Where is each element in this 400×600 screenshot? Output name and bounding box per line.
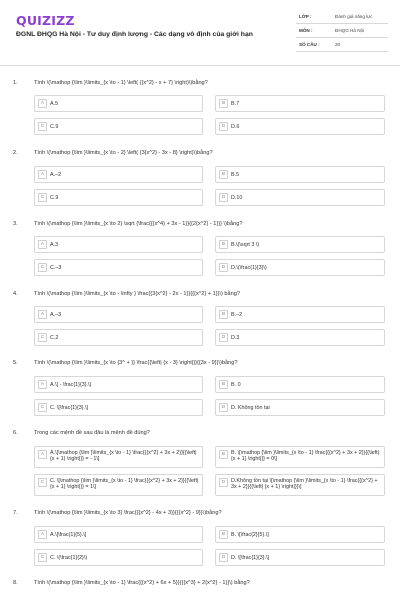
option-text: D.3: [231, 334, 240, 341]
option-letter: C: [38, 263, 47, 272]
question-number: 4.: [13, 291, 18, 297]
option-c[interactable]: [34, 399, 203, 416]
meta-row-class: [296, 10, 388, 24]
option-a[interactable]: [34, 166, 203, 183]
option-text: C. \[\mathop {\lim }\limits_{x \to - 1} \frac{{{x^2} + 3x + 2}}{{\left| {x + 1} \right|}} = 1\]: [50, 477, 199, 491]
option-text: A.\[\mathop {\lim }\limits_{x \to - 1} \frac{{{x^2} + 3x + 2}}{{\left| {x + 1} \right|}} = - 1\]: [50, 449, 197, 463]
option-letter: A: [38, 530, 47, 539]
option-a[interactable]: [34, 446, 203, 468]
option-a[interactable]: [34, 526, 203, 543]
option-b[interactable]: [215, 376, 385, 393]
option-text: D.6: [231, 123, 240, 130]
option-b[interactable]: [215, 166, 385, 183]
option-text: B.–2: [231, 311, 243, 318]
option-text: B.5: [231, 171, 240, 178]
question-text: Tính \(\mathop {\lim }\limits_{x \to {3^ + }} \frac{{\left| {x - 3} \right|}}{{3x - 9}}\)bằng?: [34, 360, 238, 366]
option-text: D. \[\frac{1}{3}.\]: [231, 554, 270, 561]
option-b[interactable]: [215, 306, 385, 323]
option-text: B.7: [231, 100, 240, 107]
option-letter: B: [219, 99, 228, 108]
option-letter: A: [38, 240, 47, 249]
option-letter: C: [38, 478, 47, 487]
option-text: D. Không tồn tại: [231, 404, 270, 411]
option-text: C.9: [50, 194, 59, 201]
question-text: Trong các mệnh đề sau đâu là mệnh đề đúng?: [34, 430, 150, 436]
option-letter: C: [38, 193, 47, 202]
option-c[interactable]: [34, 189, 203, 206]
option-d[interactable]: [215, 549, 385, 566]
option-text: D.Không tồn tại \[\mathop {\lim }\limits_{x \to - 1} \frac{{{x^2} + 3x + 2}}{{\left| {x + 1} \right|}}\]: [231, 477, 378, 491]
question-number: 3.: [13, 221, 18, 227]
option-letter: A: [38, 170, 47, 179]
option-b[interactable]: [215, 526, 385, 543]
option-b[interactable]: [215, 95, 385, 112]
option-d[interactable]: [215, 259, 385, 276]
option-d[interactable]: [215, 329, 385, 346]
question-number: 1.: [13, 80, 18, 86]
meta-value: ĐHQG Hà Nội: [335, 28, 365, 33]
option-text: B. \[\mathop {\lim }\limits_{x \to - 1} \frac{{{x^2} + 3x + 2}}{{\left| {x + 1} \right|}} = 0\]: [231, 449, 380, 463]
option-letter: B: [219, 450, 228, 459]
option-letter: D: [219, 478, 228, 487]
option-letter: D: [219, 333, 228, 342]
meta-value: 20: [335, 42, 341, 47]
option-b[interactable]: [215, 236, 385, 253]
meta-row-subject: [296, 24, 388, 38]
option-text: D.\(\frac{1}{3}\): [231, 264, 267, 271]
header-divider: [0, 65, 400, 66]
option-letter: D: [219, 403, 228, 412]
option-a[interactable]: [34, 306, 203, 323]
option-text: C.–3: [50, 264, 62, 271]
option-d[interactable]: [215, 474, 385, 496]
option-letter: B: [219, 170, 228, 179]
meta-value: Đánh giá năng lực: [335, 14, 373, 19]
worksheet-title: ĐGNL ĐHQG Hà Nội - Tư duy định lượng - Các dạng vô định của giới hạn: [16, 31, 253, 38]
option-text: A.\[\frac{1}{5}.\]: [50, 531, 87, 538]
option-letter: A: [38, 99, 47, 108]
option-c[interactable]: [34, 329, 203, 346]
option-a[interactable]: [34, 95, 203, 112]
option-text: A.\[ - \frac{1}{3}.\]: [50, 381, 92, 388]
question-number: 2.: [13, 150, 18, 156]
option-letter: C: [38, 122, 47, 131]
option-c[interactable]: [34, 118, 203, 135]
option-letter: B: [219, 310, 228, 319]
meta-row-count: [296, 38, 388, 52]
option-c[interactable]: [34, 549, 203, 566]
option-letter: C: [38, 553, 47, 562]
option-letter: B: [219, 240, 228, 249]
option-letter: A: [38, 450, 47, 459]
option-d[interactable]: [215, 118, 385, 135]
meta-key: SỐ CÂU :: [299, 42, 320, 47]
question-text: Tính \(\mathop {\lim }\limits_{x \to - 2} \left( {3{x^2} - 3x - 8} \right)\)bằng?: [34, 150, 213, 156]
option-text: A.–3: [50, 311, 62, 318]
option-letter: B: [219, 530, 228, 539]
option-letter: A: [38, 380, 47, 389]
quizizz-logo: QUIZIZZ: [16, 13, 75, 28]
question-text: Tính \(\mathop {\lim }\limits_{x \to 2} \sqrt {\frac{{{x^4} + 3x - 1}}{{2{x^2} - 1}}} \)bằng?: [34, 221, 243, 227]
option-text: C.2: [50, 334, 59, 341]
meta-key: LỚP :: [299, 14, 312, 19]
question-number: 6.: [13, 430, 18, 436]
option-text: B. \[\frac{2}{5}.\]: [231, 531, 269, 538]
question-number: 7.: [13, 510, 18, 516]
question-number: 8.: [13, 580, 18, 586]
option-c[interactable]: [34, 474, 203, 496]
question-text: Tính \(\mathop {\lim }\limits_{x \to - \infty } \frac{{3{x^2} - 2x - 1}}{{{x^2} + 1}}\) bằng?: [34, 291, 240, 297]
question-text: Tính \(\mathop {\lim }\limits_{x \to - 1} \left( {{x^2} - x + 7} \right)\)bằng?: [34, 80, 208, 86]
option-letter: D: [219, 193, 228, 202]
option-letter: B: [219, 380, 228, 389]
option-text: B.\(\sqrt 3 \): [231, 241, 260, 248]
question-text: Tính \(\mathop {\lim }\limits_{x \to 3} \frac{{{x^2} - 4x + 3}}{{{x^2} - 9}}\)bằng?: [34, 510, 222, 516]
option-text: A.–2: [50, 171, 62, 178]
meta-table: [296, 10, 388, 52]
option-text: A.3: [50, 241, 59, 248]
question-text: Tính \(\mathop {\lim }\limits_{x \to - 1} \frac{{{x^2} + 6x + 5}}{{{x^3} + 2{x^2} - 1}}\) bằng?: [34, 580, 250, 586]
option-letter: C: [38, 403, 47, 412]
option-letter: C: [38, 333, 47, 342]
option-letter: D: [219, 263, 228, 272]
option-d[interactable]: [215, 189, 385, 206]
option-text: C. \(\frac{1}{2}\): [50, 554, 88, 561]
option-text: B. 0: [231, 381, 241, 388]
option-letter: D: [219, 122, 228, 131]
option-letter: A: [38, 310, 47, 319]
option-d[interactable]: [215, 399, 385, 416]
option-text: C. \[\frac{1}{3}.\]: [50, 404, 89, 411]
option-a[interactable]: [34, 236, 203, 253]
option-b[interactable]: [215, 446, 385, 468]
option-text: D.10: [231, 194, 243, 201]
option-text: C.9: [50, 123, 59, 130]
option-a[interactable]: [34, 376, 203, 393]
option-text: A.5: [50, 100, 59, 107]
option-letter: D: [219, 553, 228, 562]
meta-key: MÔN :: [299, 28, 313, 33]
option-c[interactable]: [34, 259, 203, 276]
question-number: 5.: [13, 360, 18, 366]
